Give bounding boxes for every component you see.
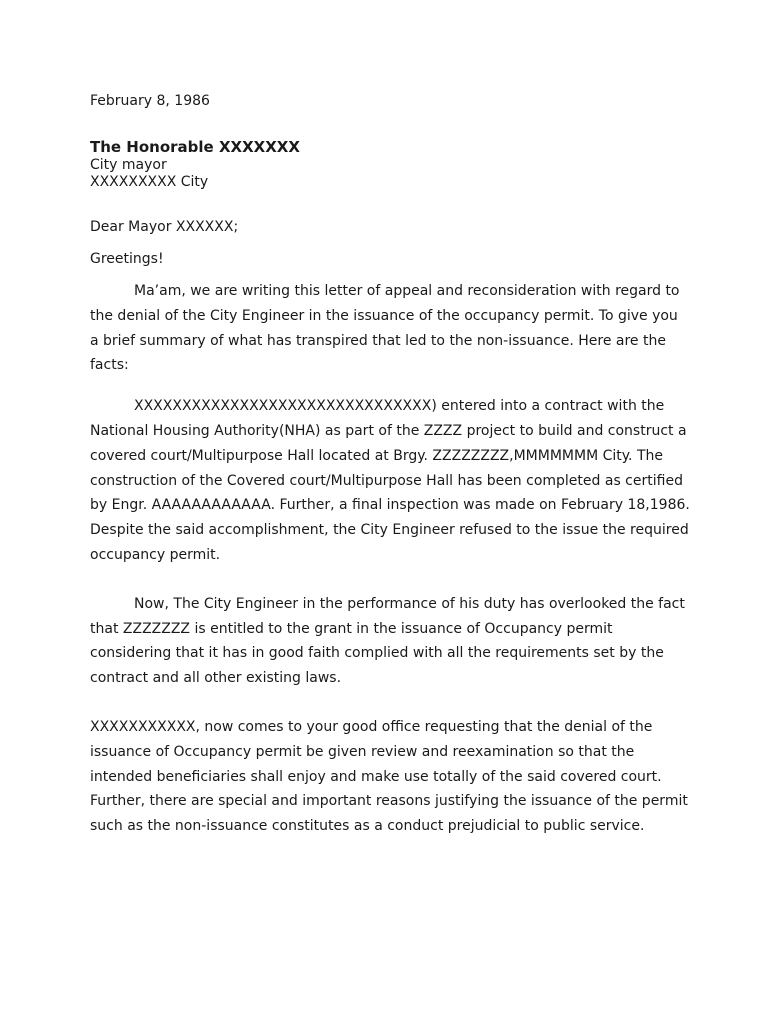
recipient-name: The Honorable XXXXXXX [90, 138, 300, 156]
letter-date: February 8, 1986 [90, 93, 210, 109]
letter-page [90, 91, 690, 839]
recipient-title: City mayor [90, 157, 167, 173]
greeting: Greetings! [90, 251, 164, 267]
recipient-city: XXXXXXXXX City [90, 174, 209, 190]
body-paragraph-overlook: Now, The City Engineer in the performance of his duty has overlooked the fact that ZZZZZZZ is entitled to the grant in the issuance of Occupancy permit considering that it has in good faith complied with all the requirements set by the contract and all other existing laws. [90, 595, 685, 687]
body-paragraph-facts: XXXXXXXXXXXXXXXXXXXXXXXXXXXXXXX) entered into a contract with the National Housing Authority(NHA) as part of the ZZZZ project to build and construct a covered court/Multipurpose Hall located at Brgy. ZZZZZZZZ,MMMMMMM City. The construction of the Covered court/Multipurpose Hall has been completed as certified by Engr. AAAAAAAAAAAA. Further, a final inspection was made on February 18,1986. Despite the said accomplishment, the City Engineer refused to the issue the required occupancy permit. [90, 398, 690, 563]
body-paragraph-intro: Ma’am, we are writing this letter of appeal and reconsideration with regard to the denial of the City Engineer in the issuance of the occupancy permit. To give you a brief summary of what has transpired that led to the non-issuance. Here are the facts: [90, 283, 680, 374]
body-paragraph-request: XXXXXXXXXXX, now comes to your good office requesting that the denial of the issuance of Occupancy permit be given review and reexamination so that the intended beneficiaries shall enjoy and make use totally of the said covered court. Further, there are special and important reasons justifying the issuance of the permit such as the non-issuance constitutes as a conduct prejudicial to public service. [90, 718, 688, 835]
salutation: Dear Mayor XXXXXX; [90, 219, 239, 235]
recipient-block [90, 137, 690, 191]
